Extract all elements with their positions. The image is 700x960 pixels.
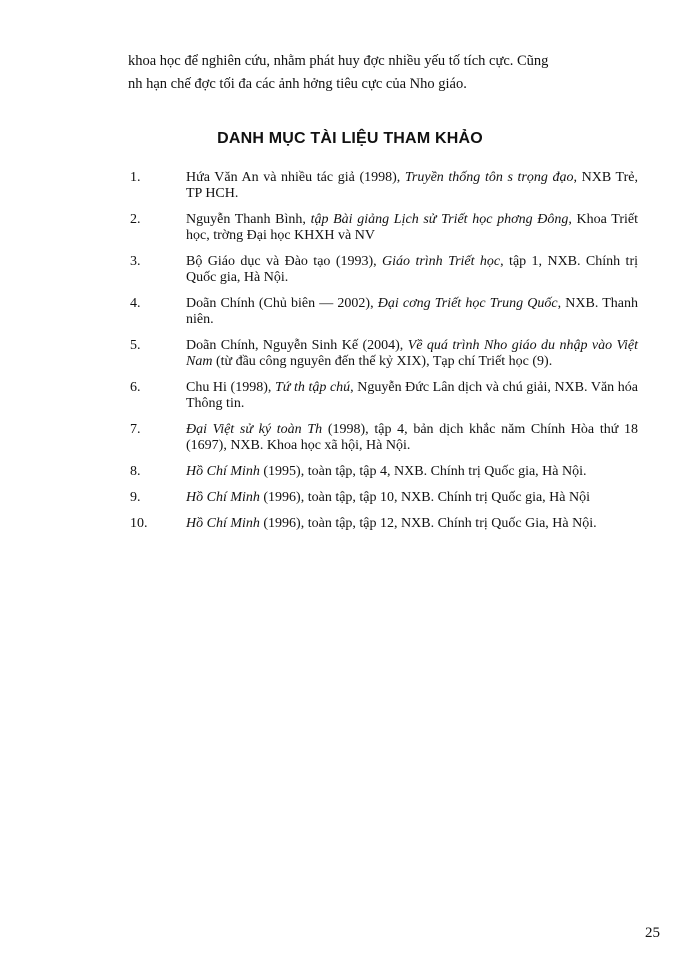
reference-item — [130, 254, 638, 286]
reference-number: 1. — [130, 170, 141, 185]
reference-number: 6. — [130, 380, 141, 395]
reference-text: Doãn Chính, Nguyễn Sinh Kế (2004), Về quá trình Nho giáo du nhập vào Việt Nam (từ đầu công nguyên đến thế kỷ XIX), Tạp chí Triết học (9). — [186, 338, 638, 369]
reference-number: 7. — [130, 422, 141, 437]
reference-item — [130, 338, 638, 370]
reference-number: 2. — [130, 212, 141, 227]
reference-item — [130, 516, 638, 532]
reference-italic-title: Hồ Chí Minh — [186, 516, 260, 531]
reference-italic-title: Hồ Chí Minh — [186, 490, 260, 505]
reference-italic-title: Tứ th tập chú — [274, 380, 351, 395]
reference-number: 8. — [130, 464, 141, 479]
reference-item — [130, 170, 638, 202]
reference-italic-title: Truyền thống tôn s trọng đạo — [404, 170, 574, 185]
reference-item — [130, 464, 638, 480]
reference-italic-title: Giáo trình Triết học — [382, 254, 501, 269]
reference-text: Doãn Chính (Chủ biên — 2002), Đại cơng Triết học Trung Quốc, NXB. Thanh niên. — [186, 296, 639, 327]
reference-italic-title: Hồ Chí Minh — [186, 464, 260, 479]
reference-text: Hồ Chí Minh (1996), toàn tập, tập 10, NXB. Chính trị Quốc gia, Hà Nội — [186, 490, 591, 505]
reference-number: 5. — [130, 338, 141, 353]
reference-item — [130, 422, 638, 454]
reference-item — [130, 296, 638, 328]
reference-number: 10. — [130, 516, 148, 531]
reference-italic-title: Đại Việt sử ký toàn Th — [186, 422, 323, 437]
intro-line-2: nh hạn chế đợc tối đa các ảnh hởng tiêu cực của Nho giáo. — [128, 76, 467, 92]
reference-text: Nguyễn Thanh Bình, tập Bài giảng Lịch sử Triết học phơng Đông, Khoa Triết học, trờng Đại học KHXH và NV — [186, 212, 638, 243]
reference-item — [130, 490, 638, 506]
reference-italic-title: tập Bài giảng Lịch sử Triết học phơng Đông — [310, 212, 569, 227]
references-title: DANH MỤC TÀI LIỆU THAM KHẢO — [217, 130, 483, 147]
intro-paragraph — [128, 50, 636, 96]
reference-text: Chu Hi (1998), Tứ th tập chú, Nguyễn Đức Lân dịch và chú giải, NXB. Văn hóa Thông tin. — [186, 380, 638, 411]
reference-italic-title: Về quá trình Nho giáo du nhập vào Việt Nam — [186, 338, 638, 369]
reference-italic-title: Đại cơng Triết học Trung Quốc — [377, 296, 558, 311]
reference-number: 3. — [130, 254, 141, 269]
reference-text: Đại Việt sử ký toàn Th (1998), tập 4, bản dịch khắc năm Chính Hòa thứ 18 (1697), NXB. Khoa học xã hội, Hà Nội. — [186, 422, 638, 453]
reference-list — [130, 170, 638, 542]
reference-number: 9. — [130, 490, 141, 505]
reference-item — [130, 380, 638, 412]
page-number: 25 — [645, 925, 660, 941]
reference-item — [130, 212, 638, 244]
reference-text: Hồ Chí Minh (1996), toàn tập, tập 12, NXB. Chính trị Quốc Gia, Hà Nội. — [186, 516, 597, 531]
reference-text: Hồ Chí Minh (1995), toàn tập, tập 4, NXB. Chính trị Quốc gia, Hà Nội. — [186, 464, 587, 479]
reference-text: Hứa Văn An và nhiều tác giả (1998), Truyền thống tôn s trọng đạo, NXB Trẻ, TP HCH. — [186, 170, 638, 201]
reference-text: Bộ Giáo dục và Đào tạo (1993), Giáo trình Triết học, tập 1, NXB. Chính trị Quốc gia, Hà Nội. — [186, 254, 638, 285]
reference-number: 4. — [130, 296, 141, 311]
intro-line-1: khoa học để nghiên cứu, nhằm phát huy đợc nhiều yếu tố tích cực. Cũng — [128, 53, 549, 69]
